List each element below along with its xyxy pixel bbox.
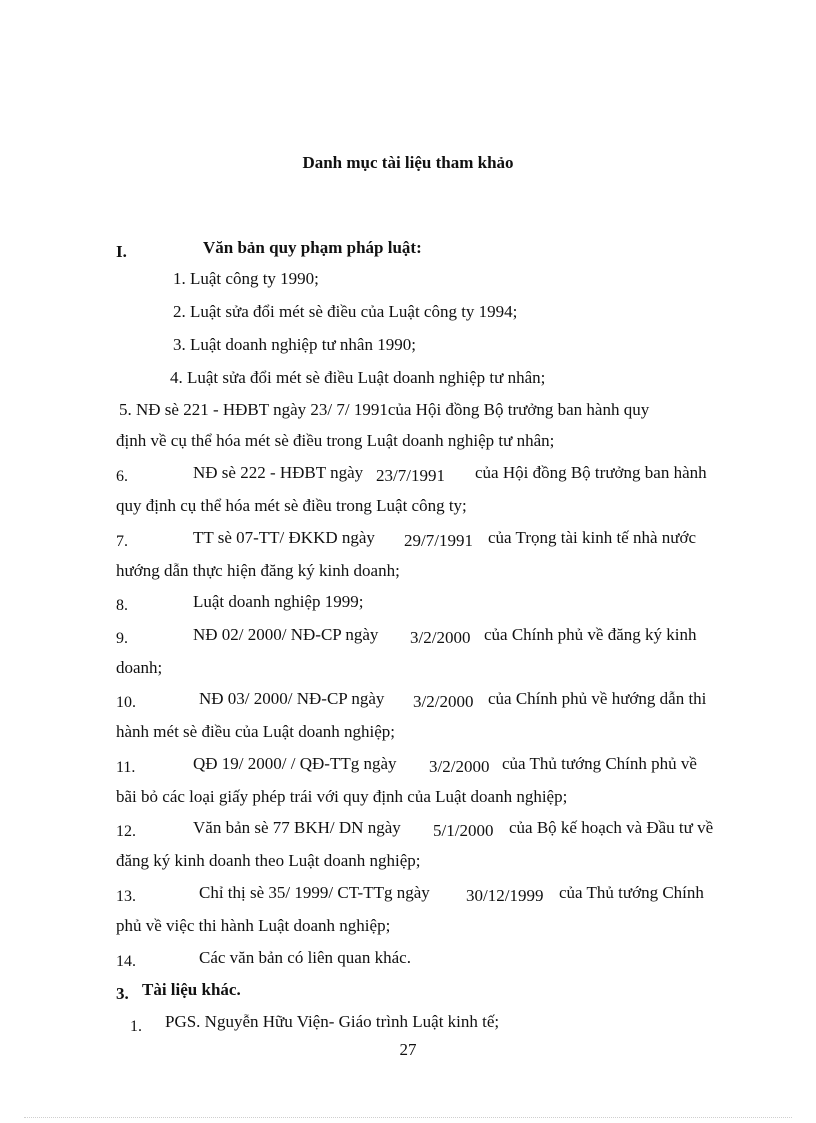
list-item-12-text-end: của Bộ kế hoạch và Đầu tư về (509, 818, 714, 837)
section-1-heading: Văn bản quy phạm pháp luật: (203, 238, 422, 257)
list-item-6-number: 6. (116, 468, 128, 485)
list-item-7-line-2: hướng dẫn thực hiện đăng ký kinh doanh; (116, 561, 400, 580)
list-item-9-line-2: doanh; (116, 658, 163, 677)
list-item-13-line-2: phủ về việc thi hành Luật doanh nghiệp; (116, 916, 391, 935)
page-bottom-divider (24, 1117, 792, 1118)
list-item-4: 4. Luật sửa đổi mét sè điều Luật doanh nghiệp tư nhân; (170, 368, 546, 387)
list-item-11-number: 11. (116, 759, 136, 776)
list-item-10-number: 10. (116, 694, 136, 711)
list-item-13-text-end: của Thủ tướng Chính (559, 883, 704, 902)
section-3-item-1-text: PGS. Nguyễn Hữu Viện- Giáo trình Luật kinh tế; (165, 1012, 500, 1031)
section-1-number: I. (116, 242, 127, 261)
list-item-1: 1. Luật công ty 1990; (173, 269, 319, 288)
page-title: Danh mục tài liệu tham khảo (302, 153, 514, 172)
list-item-6-text-end: của Hội đồng Bộ trưởng ban hành (475, 463, 707, 482)
list-item-6-line-2: quy định cụ thể hóa mét sè điều trong Luật công ty; (116, 496, 467, 515)
list-item-10-text: NĐ 03/ 2000/ NĐ-CP ngày (199, 689, 385, 708)
list-item-3: 3. Luật doanh nghiệp tư nhân 1990; (173, 335, 416, 354)
list-item-12-text: Văn bản sè 77 BKH/ DN ngày (193, 818, 401, 837)
section-3-item-1-number: 1. (130, 1018, 142, 1035)
list-item-13-text: Chỉ thị sè 35/ 1999/ CT-TTg ngày (199, 883, 430, 902)
list-item-12-number: 12. (116, 823, 136, 840)
list-item-13-date: 30/12/1999 (466, 886, 544, 905)
list-item-13-number: 13. (116, 888, 136, 905)
list-item-8-number: 8. (116, 597, 128, 614)
list-item-8-text: Luật doanh nghiệp 1999; (193, 592, 364, 611)
list-item-9-number: 9. (116, 630, 128, 647)
list-item-7-number: 7. (116, 533, 128, 550)
list-item-5-line-2: định về cụ thể hóa mét sè điều trong Luật doanh nghiệp tư nhân; (116, 431, 555, 450)
list-item-11-text: QĐ 19/ 2000/ / QĐ-TTg ngày (193, 754, 397, 773)
list-item-14-number: 14. (116, 953, 136, 970)
list-item-10-date: 3/2/2000 (413, 692, 474, 711)
list-item-7-date: 29/7/1991 (404, 531, 473, 550)
list-item-11-line-2: bãi bỏ các loại giấy phép trái với quy định của Luật doanh nghiệp; (116, 787, 568, 806)
section-3-heading: Tài liệu khác. (142, 980, 241, 999)
list-item-12-line-2: đăng ký kinh doanh theo Luật doanh nghiệp; (116, 851, 421, 870)
list-item-6-date: 23/7/1991 (376, 466, 445, 485)
page-number: 27 (399, 1040, 417, 1059)
list-item-9-text: NĐ 02/ 2000/ NĐ-CP ngày (193, 625, 379, 644)
list-item-9-date: 3/2/2000 (410, 628, 471, 647)
section-3-number: 3. (116, 984, 129, 1003)
list-item-7-text-end: của Trọng tài kinh tế nhà nước (488, 528, 697, 547)
list-item-10-text-end: của Chính phủ về hướng dẫn thi (488, 689, 707, 708)
list-item-10-line-2: hành mét sè điều của Luật doanh nghiệp; (116, 722, 395, 741)
list-item-5-line-1: 5. NĐ sè 221 - HĐBT ngày 23/ 7/ 1991của Hội đồng Bộ trưởng ban hành quy (119, 400, 650, 419)
list-item-11-date: 3/2/2000 (429, 757, 490, 776)
list-item-2: 2. Luật sửa đổi mét sè điều của Luật công ty 1994; (173, 302, 518, 321)
list-item-9-text-end: của Chính phủ về đăng ký kinh (484, 625, 697, 644)
list-item-11-text-end: của Thủ tướng Chính phủ về (502, 754, 697, 773)
list-item-14-text: Các văn bản có liên quan khác. (199, 948, 411, 967)
list-item-7-text: TT sè 07-TT/ ĐKKD ngày (193, 528, 375, 547)
list-item-6-text: NĐ sè 222 - HĐBT ngày (193, 463, 364, 482)
list-item-12-date: 5/1/2000 (433, 821, 494, 840)
